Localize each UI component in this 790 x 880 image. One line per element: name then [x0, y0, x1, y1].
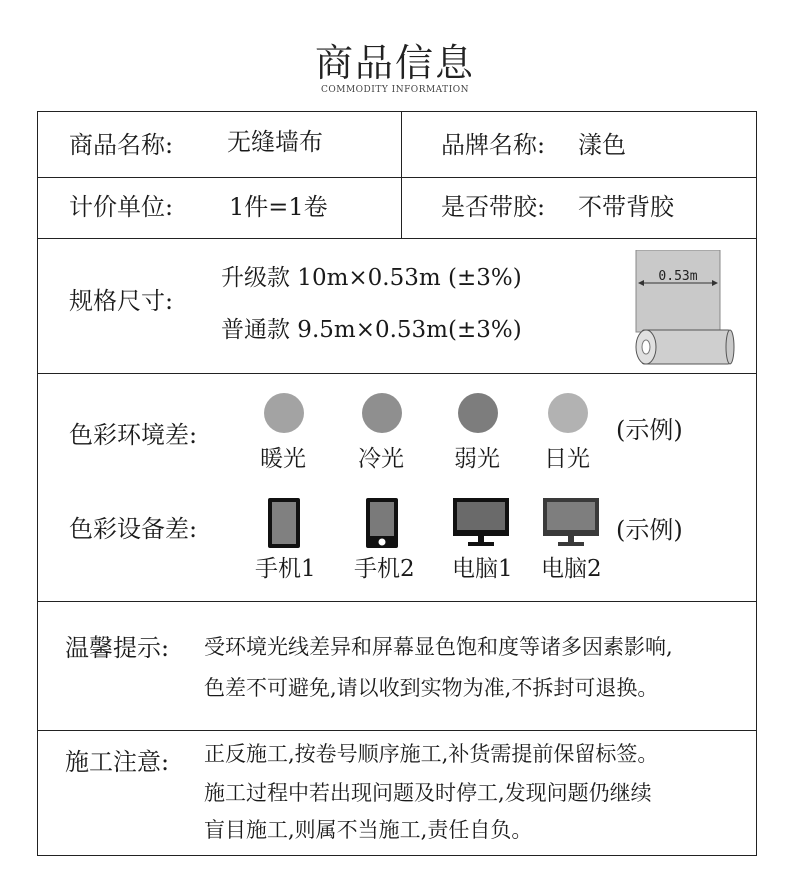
phone-2-screen: [370, 502, 394, 536]
page-title: 商品信息: [314, 41, 475, 85]
swatch-label-dim: 弱光: [454, 446, 500, 472]
color-env-label: 色彩环境差:: [69, 421, 198, 449]
adhesive-value: 不带背胶: [578, 193, 674, 221]
spec-line-upgrade: 升级款 10m×0.53m (±3%): [221, 265, 522, 291]
unit-value: 1件=1卷: [229, 193, 328, 221]
construction-line-2: 施工过程中若出现问题及时停工,发现问题仍继续: [204, 781, 652, 805]
tips-line-1: 受环境光线差异和屏幕显色饱和度等诸多因素影响,: [204, 635, 673, 659]
color-env-note: (示例): [616, 416, 683, 444]
swatch-label-warm: 暖光: [260, 446, 306, 472]
construction-line-1: 正反施工,按卷号顺序施工,补货需提前保留标签。: [204, 742, 659, 766]
product-name-label: 商品名称:: [69, 131, 174, 159]
swatch-dim-light: [458, 393, 498, 433]
swatch-label-cool: 冷光: [358, 446, 404, 472]
roll-core: [642, 340, 650, 354]
computer-1-neck: [478, 536, 484, 542]
row-divider: [38, 177, 756, 178]
computer-2-neck: [568, 536, 574, 542]
page-subtitle: COMMODITY INFORMATION: [320, 85, 469, 95]
column-divider: [401, 112, 402, 238]
phone-1-screen: [272, 502, 296, 544]
device-label-computer-2: 电脑2: [541, 556, 602, 582]
product-name-value: 无缝墙布: [227, 128, 323, 156]
tips-label: 温馨提示:: [65, 634, 170, 662]
phone-2-icon: [365, 497, 399, 549]
wallpaper-roll-icon: [634, 250, 738, 366]
computer-1-screen: [457, 502, 505, 530]
row-divider: [38, 238, 756, 239]
phone-1-icon: [267, 497, 301, 549]
row-divider: [38, 373, 756, 374]
computer-2-base: [558, 542, 584, 546]
roll-sheet: [636, 250, 720, 332]
color-device-note: (示例): [616, 516, 683, 544]
roll-width-label: 0.53m: [658, 269, 698, 284]
computer-2-icon: [542, 497, 600, 549]
device-label-phone-2: 手机2: [354, 556, 415, 582]
row-divider: [38, 601, 756, 602]
swatch-cool-light: [362, 393, 402, 433]
brand-value: 漾色: [578, 131, 626, 159]
roll-end-right: [726, 330, 734, 364]
swatch-warm-light: [264, 393, 304, 433]
info-table: [37, 111, 757, 856]
brand-label: 品牌名称:: [441, 131, 546, 159]
device-label-phone-1: 手机1: [255, 556, 316, 582]
color-device-label: 色彩设备差:: [69, 515, 198, 543]
swatch-daylight: [548, 393, 588, 433]
unit-label: 计价单位:: [69, 193, 174, 221]
computer-2-screen: [547, 502, 595, 530]
phone-2-home-button: [379, 539, 386, 546]
construction-label: 施工注意:: [65, 748, 170, 776]
tips-line-2: 色差不可避免,请以收到实物为准,不拆封可退换。: [204, 676, 659, 700]
construction-line-3: 盲目施工,则属不当施工,责任自负。: [204, 818, 533, 842]
swatch-label-daylight: 日光: [544, 446, 590, 472]
device-label-computer-1: 电脑1: [452, 556, 513, 582]
computer-1-base: [468, 542, 494, 546]
adhesive-label: 是否带胶:: [441, 193, 546, 221]
computer-1-icon: [452, 497, 510, 549]
row-divider: [38, 730, 756, 731]
spec-label: 规格尺寸:: [69, 287, 174, 315]
spec-line-standard: 普通款 9.5m×0.53m(±3%): [221, 317, 522, 343]
